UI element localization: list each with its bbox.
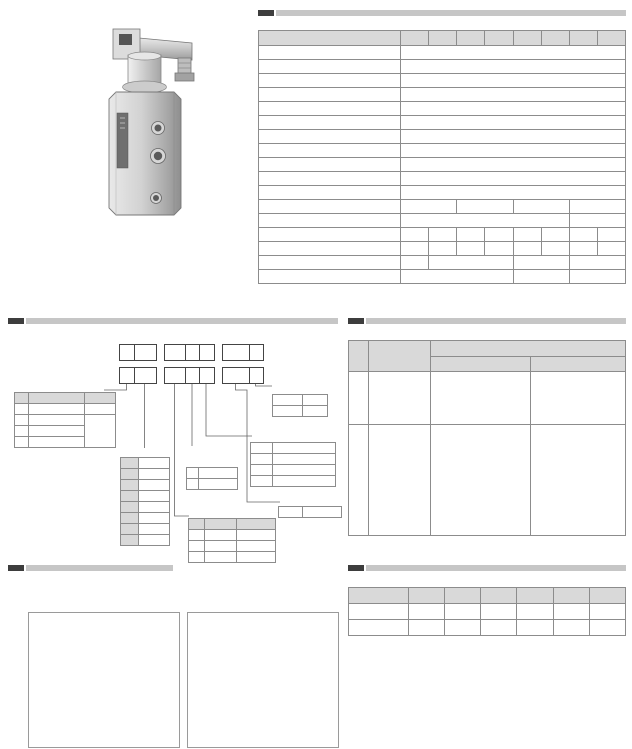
spec-table bbox=[258, 30, 626, 284]
code-box bbox=[199, 367, 215, 384]
model-section-header bbox=[8, 318, 338, 324]
switch-count-table bbox=[272, 394, 328, 417]
stroke-switch-table bbox=[348, 340, 626, 536]
code-box bbox=[222, 367, 251, 384]
section-title bbox=[348, 318, 364, 324]
mounting-table bbox=[14, 392, 116, 448]
bore-table bbox=[120, 457, 170, 546]
code-box bbox=[249, 344, 264, 361]
code-box bbox=[199, 344, 215, 361]
availability-section-header bbox=[348, 565, 626, 571]
section-rule bbox=[26, 565, 173, 571]
code-box bbox=[222, 344, 251, 361]
section-rule bbox=[366, 318, 626, 324]
availability-table bbox=[348, 587, 626, 636]
section-title bbox=[8, 318, 24, 324]
chart-heavy-mk2 bbox=[187, 612, 339, 748]
code-box bbox=[134, 344, 157, 361]
switch-model-table bbox=[278, 506, 342, 518]
chart-standard-mk bbox=[28, 612, 180, 748]
section-rule bbox=[26, 318, 338, 324]
curves-section-header bbox=[8, 565, 173, 571]
switch-section-header bbox=[348, 318, 626, 324]
section-title bbox=[348, 565, 364, 571]
direction-table bbox=[186, 467, 238, 490]
code-box bbox=[164, 344, 187, 361]
spec-section-header bbox=[258, 10, 626, 16]
options-table bbox=[250, 442, 336, 487]
section-rule bbox=[276, 10, 626, 16]
section-title bbox=[258, 10, 274, 16]
section-rule bbox=[366, 565, 626, 571]
clamp-stroke-table bbox=[188, 518, 276, 563]
code-box bbox=[164, 367, 187, 384]
code-box bbox=[249, 367, 264, 384]
product-image bbox=[88, 10, 213, 225]
section-title bbox=[8, 565, 24, 571]
code-box bbox=[134, 367, 157, 384]
